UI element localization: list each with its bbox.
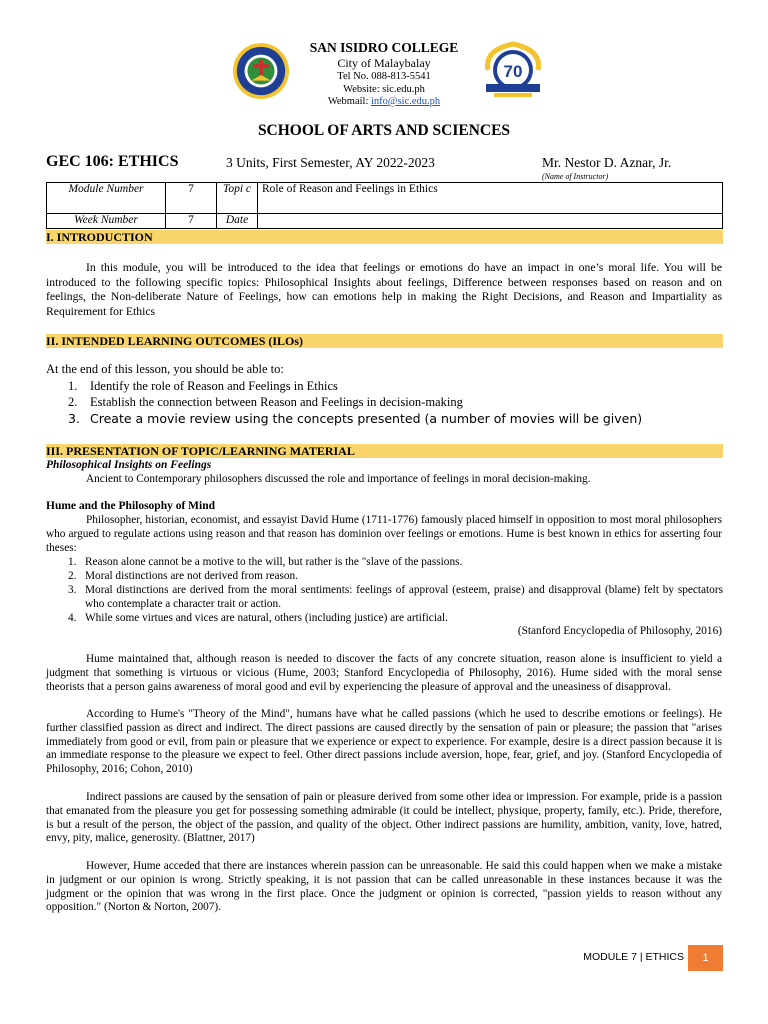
section-introduction: I. INTRODUCTION bbox=[46, 230, 723, 244]
body-paragraph-4: However, Hume acceded that there are instances wherein passion can be unreasonable. He said this could happen when we make a mistake in judgment or our opinion is wrong. Strictly speaking, it is not passion that can be called unreasonable in these instances because it was the judgment or the opinion that was wrong in the first place. Once the judgment or opinion is corrected, "passion yields to reason without any opposition." (Norton & Norton, 2007). bbox=[46, 860, 722, 914]
module-meta-table bbox=[46, 182, 723, 229]
list-item bbox=[68, 378, 718, 394]
list-item-text: Reason alone cannot be a motive to the will, but rather is the "slave of the passions. bbox=[85, 556, 463, 568]
list-item bbox=[68, 410, 718, 428]
course-row bbox=[46, 153, 726, 175]
list-item-text: Moral distinctions are not derived from reason. bbox=[85, 570, 299, 582]
list-item-text: Moral distinctions are derived from the moral sentiments: feelings of approval (esteem, praise) and disapproval (blame) felt by spectators who contemplate a character trait or action. bbox=[85, 584, 723, 610]
date-value bbox=[258, 214, 723, 229]
list-item-text: Create a movie review using the concepts presented (a number of movies will be given) bbox=[90, 411, 643, 426]
module-number-value: 7 bbox=[166, 183, 217, 214]
list-item bbox=[68, 611, 723, 625]
list-number: 1. bbox=[68, 379, 78, 393]
ilo-lead: At the end of this lesson, you should be able to: bbox=[46, 362, 284, 376]
anniversary-number: 70 bbox=[503, 62, 523, 81]
college-website: Website: sic.edu.ph bbox=[343, 84, 425, 95]
list-item-text: While some virtues and vices are natural, others (including justice) are artificial. bbox=[85, 612, 448, 624]
list-number: 2. bbox=[68, 395, 78, 409]
college-name: SAN ISIDRO COLLEGE bbox=[309, 40, 459, 55]
course-code: GEC 106: ETHICS bbox=[46, 153, 179, 170]
list-item-text: Identify the role of Reason and Feelings in Ethics bbox=[90, 379, 338, 393]
hume-heading: Hume and the Philosophy of Mind bbox=[46, 500, 216, 512]
college-city: City of Malaybalay bbox=[337, 56, 431, 70]
intro-paragraph: In this module, you will be introduced to the idea that feelings or emotions do have an impact in one’s moral life. You will be introduced to the following specific topics: Philosophical Insights about feelings, Difference between responses based on reason and on feelings, the Non-deliberate Nature of Feelings, how can emotions help in making the Right Decisions, and Reason and Impartiality as Requirement for Ethics bbox=[46, 261, 722, 318]
list-item bbox=[68, 569, 723, 583]
topic-label: Topi c bbox=[217, 183, 258, 214]
course-info: 3 Units, First Semester, AY 2022-2023 bbox=[226, 155, 435, 170]
list-item-text: Establish the connection between Reason and Feelings in decision-making bbox=[90, 395, 463, 409]
webmail-label: Webmail: bbox=[327, 96, 371, 107]
insights-heading: Philosophical Insights on Feelings bbox=[46, 459, 212, 471]
body-paragraph-1: Hume maintained that, although reason is needed to discover the facts of any concrete situation, reason alone is insufficient to yield a judgment that something is virtuous or vicious (Hume, 2003; Stanford Encyclopedia of Philosophy, 2016). Hume sided with the moral sense theorists that a person gains awareness of moral good and evil by experiencing the pleasure of approval and the uneasiness of disapproval. bbox=[46, 653, 722, 693]
list-number: 2. bbox=[68, 570, 77, 582]
college-webmail bbox=[0, 96, 768, 107]
instructor-note: (Name of Instructor) bbox=[542, 172, 609, 181]
list-number: 3. bbox=[68, 584, 77, 596]
body-paragraph-3: Indirect passions are caused by the sensation of pain or pleasure derived from some other idea or impression. For example, pride is a passion that emanated from the pleasure you get for possessing something admirable (it could be intellect, physique, property, family, etc.). Pride, therefore, is but a result of the person, the object of the passion, and quality of the object. Other indirect passions are humility, ambition, vanity, love, hatred, envy, pity, malice, generosity. (Blattner, 2017) bbox=[46, 791, 722, 845]
hume-paragraph: Philosopher, historian, economist, and essayist David Hume (1711-1776) famously placed himself in opposition to most moral philosophers who argued to regulate actions using reason and that reason has dominion over feelings or emotions. Hume is best known in ethics for asserting four theses: bbox=[46, 514, 722, 554]
insights-paragraph: Ancient to Contemporary philosophers discussed the role and importance of feelings in moral decision-making. bbox=[86, 473, 591, 485]
theses-citation: (Stanford Encyclopedia of Philosophy, 2016) bbox=[517, 625, 722, 637]
page-number-badge: 1 bbox=[688, 945, 723, 971]
body-paragraph-2: According to Hume's "Theory of the Mind", humans have what he called passions (which he used to describe emotions or feelings). He further classified passion as direct and indirect. The direct passions are caused directly by the sensation of pain or pleasure; the passion that "arises immediately from good or evil, from pain or pleasure that we experience or expect to experience. For example, desire is a direct passion because it is an immediate response to the pleasure we expect to feel. Other direct passions include aversion, hope, fear, grief, and joy. (Stanford Encyclopedia of Philosophy, 2016; Cohon, 2010) bbox=[46, 708, 722, 776]
footer-label: MODULE 7 | ETHICS bbox=[583, 951, 684, 963]
list-item bbox=[68, 394, 718, 410]
list-number: 4. bbox=[68, 612, 77, 624]
list-item bbox=[68, 583, 723, 611]
webmail-link[interactable]: info@sic.edu.ph bbox=[371, 96, 441, 107]
section-presentation: III. PRESENTATION OF TOPIC/LEARNING MATERIAL bbox=[46, 444, 723, 458]
school-title: SCHOOL OF ARTS AND SCIENCES bbox=[257, 122, 511, 139]
week-number-label: Week Number bbox=[47, 214, 166, 229]
ilo-list bbox=[68, 378, 718, 428]
college-tel: Tel No. 088-813-5541 bbox=[337, 71, 431, 82]
topic-value: Role of Reason and Feelings in Ethics bbox=[258, 183, 723, 214]
list-item bbox=[68, 555, 723, 569]
date-label: Date bbox=[217, 214, 258, 229]
list-number: 3. bbox=[68, 411, 80, 426]
instructor-name: Mr. Nestor D. Aznar, Jr. bbox=[542, 155, 672, 170]
list-number: 1. bbox=[68, 556, 77, 568]
module-number-label: Module Number bbox=[47, 183, 166, 214]
week-number-value: 7 bbox=[166, 214, 217, 229]
section-ilos: II. INTENDED LEARNING OUTCOMES (ILOs) bbox=[46, 334, 723, 348]
theses-list bbox=[68, 555, 723, 625]
